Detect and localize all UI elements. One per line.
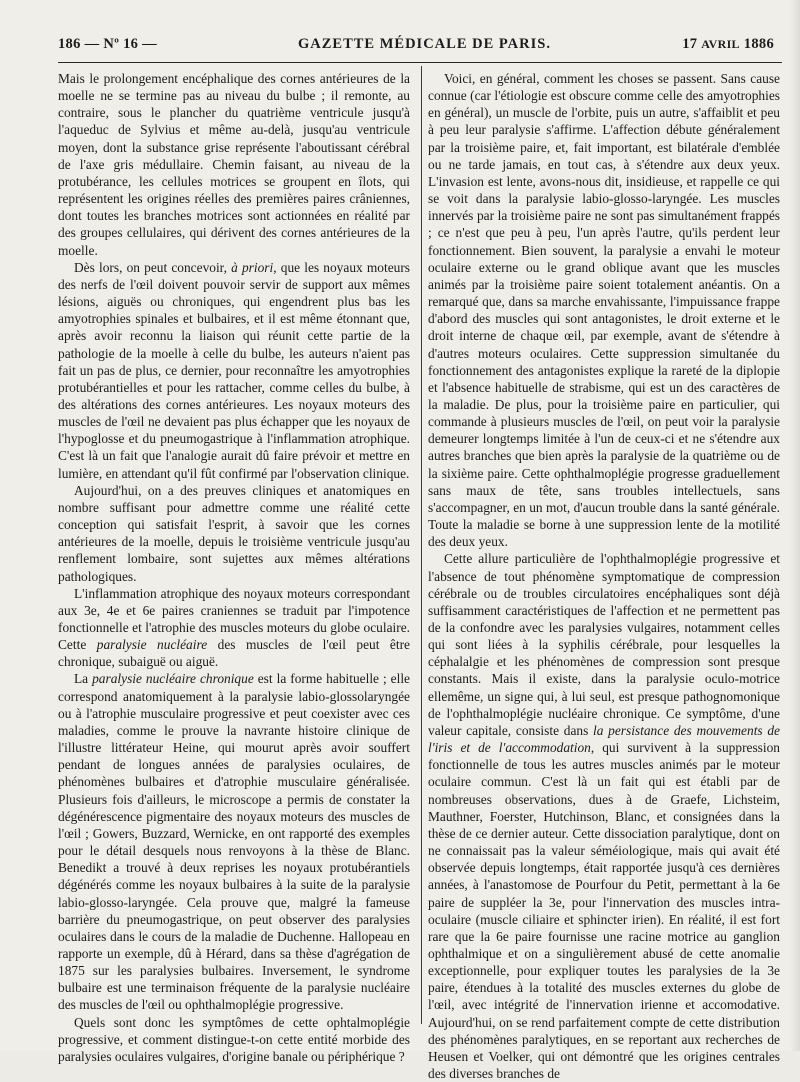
page-header <box>58 36 780 58</box>
column-divider <box>421 66 422 1024</box>
paragraph: Aujourd'hui, on a des preuves cliniques et anatomiques en nombre suffisant pour admettre comme une réalité cette conception qui satisfait l'esprit, à savoir que les cornes antérieures de la moelle, depuis le troisième ventricule jusqu'au renflement lombaire, sont sujettes aux mêmes altérations pathologiques. <box>58 482 410 584</box>
date-day: 17 <box>682 36 698 52</box>
paragraph <box>58 585 410 671</box>
paragraph: Mais le prolongement encéphalique des cornes antérieures de la moelle ne se termine pas au niveau du bulbe ; il remonte, au contraire, sous le plancher du quatrième ventricule jusqu'à l'aqueduc de Sylvius et même au-delà, jusqu'au ventricule moyen, dont la substance grise représente l'aboutissant cérébral de l'axe gris médullaire. Chemin faisant, au niveau de la protubérance, les cellules motrices se groupent en îlots, qui représentent les origines réelles des premières paires crâniennes, dont toutes les branches motrices sont actionnées en réalité par des groupes cellulaires, qui dérivent des cornes antérieures de la moelle. <box>58 71 410 258</box>
italic-span: à priori <box>231 259 274 275</box>
paragraph <box>58 670 410 1013</box>
text-span: Dès lors, on peut concevoir, <box>74 259 232 275</box>
text-span: , qui survivent à la suppression fonctionnelle de tous les autres muscles animés par le moteur oculaire commun. C'est là un fait qui est établi par de nombreuses observations, dues à de Graefe, Lichsteim, Mauthner, Foerster, Hutchinson, Blanc, et consignées dans la thèse de ce dernier auteur. Cette dissociation paralytique, dont on ne connaissait pas la valeur séméiologique, mais qui avait été observée depuis longtemps, était rapportée jusqu'à ces dernières années, à l'anastomose de Pourfour du Petit, permettant à la 6e paire de suppléer la 3e, pour l'innervation des muscles intra-oculaire (muscle ciliaire et sphincter irien). En réalité, il est fort rare que la 6e paire fournisse une racine motrice au ganglion ophthalmique et on a singulièrement abusé de cette anomalie exceptionnelle, pour expliquer toutes les paralysies de la 3e paire, étendues à la totalité des muscles externes du globe de l'œil, avec intégrité de l'innervation irienne et accomodative. Aujourd'hui, on se rend parfaitement compte de cette distribution des phénomènes paralytiques, en se reportant aux recherches de Heusen et Voelker, qui ont démontré que les origines centrales des diverses branches de <box>428 740 780 1082</box>
text-span: des muscles de l'œil peut être chronique, subaiguë ou aiguë. <box>58 637 410 670</box>
left-column <box>58 70 410 1065</box>
header-date <box>682 36 774 53</box>
paragraph <box>428 550 780 1082</box>
text-span: La <box>74 671 93 687</box>
date-month: AVRIL <box>701 37 740 51</box>
italic-span: paralysie nucléaire chronique <box>92 671 254 687</box>
paragraph: Quels sont donc les symptômes de cette ophtalmoplégie progressive, et comment distingue-t-on cette entité morbide des paralysies oculaires vulgaires, d'origine banale ou périphérique ? <box>58 1014 410 1064</box>
paragraph: Voici, en général, comment les choses se passent. Sans cause connue (car l'étiologie est obscure comme celle des amyotrophies en général), un muscle de l'orbite, puis un autre, s'affaiblit et peu à peu leur paralysie s'affirme. L'affection débute généralement par la troisième paire, et, fait important, est bilatérale d'emblée ou ne tarde jamais, en tout cas, à s'étendre aux deux yeux. L'invasion est lente, avons-nous dit, insidieuse, et rappelle ce qui se voit dans la paralysie labio-glosso-laryngée. Les muscles innervés par la troisième paire ne sont pas simultanément frappés ; ce n'est que peu à peu, l'un après l'autre, qu'ils perdent leur fonctionnement. Bien souvent, la paralysie a envahi le moteur oculaire externe ou le grand oblique avant que les muscles animés par la troisième paire soient totalement anéantis. On a remarqué que, dans sa marche envahissante, l'impuissance frappe d'abord des muscles qui sont antagonistes, le droit externe et le droit interne de chaque œil, par exemple, avant de s'étendre à d'autres moteurs oculaires. Cette suppression simultanée du fonctionnement des antagonistes explique la rareté de la diplopie et l'absence habituelle de strabisme, qui est un des caractères de la maladie. De plus, pour la troisième paire en particulier, qui commande à plusieurs muscles de l'œil, on peut voir la paralysie demeurer longtemps limitée à l'un de ceux-ci et ne s'étendre aux autres branches que bien après la paralysie de la quatrième ou de la sixième paire. Cette ophthalmoplégie progresse graduellement sans maux de tête, sans troubles intellectuels, sans s'accompagner, en un mot, d'aucun trouble dans la santé générale. Toute la maladie se borne à une suppression lente de la motilité des deux yeux. <box>428 71 780 550</box>
page-number: 186 <box>58 36 81 52</box>
issue-number: — Nº 16 — <box>84 36 157 52</box>
italic-span: la persistance des mouvements de l'iris et de l'accommodation <box>428 722 780 756</box>
right-column <box>428 70 780 1082</box>
text-span: Cette allure particulière de l'ophthalmoplégie progressive et l'absence de tout phénomène symptomatique de compression cérébrale ou de troubles circulatoires encéphaliques sont déjà suffisamment caractéristiques de l'affection et ne permettent pas de la confondre avec les paralysies vulgaires, notamment celles qui sont liées à la syphilis cérébrale, pour lesquelles la céphalalgie et les phénomènes de compression sont presque constants. Mais il existe, dans la paralysie oculo-motrice ellemême, un signe qui, à lui seul, est presque pathognomonique de l'ophthalmoplégie nucléaire chronique. Ce symptôme, d'une valeur capitale, consiste dans <box>428 551 780 738</box>
journal-title: GAZETTE MÉDICALE DE PARIS. <box>298 36 551 52</box>
scan-shadow <box>790 0 800 1051</box>
header-rule <box>58 62 782 63</box>
header-left <box>58 36 157 53</box>
date-year: 1886 <box>743 36 774 52</box>
text-span: , que les noyaux moteurs des nerfs de l'œil doivent pouvoir servir de support aux mêmes lésions, aiguës ou chroniques, qui engendrent plus bas les amyotrophies spinales et bulbaires, et il est même étonnant que, après avoir reconnu la liaison qui réunit cette partie de la pathologie de la moelle à celle du bulbe, les auteurs n'aient pas fait un pas de plus, ce dernier, pour reconnaître les amyotrophies protubérantielles et pour les rattacher, comme celles du bulbe, à des altérations des cornes antérieures. Les noyaux moteurs des muscles de l'œil ne devaient pas plus échapper que les noyaux de l'hypoglosse et du pneumogastrique à l'inflammation atrophique. C'est là un fait que l'analogie aurait dû faire prévoir et mettre en lumière, en attendant qu'il fût confirmé par l'observation clinique. <box>58 259 411 481</box>
paragraph <box>58 259 410 482</box>
text-span: L'inflammation atrophique des noyaux moteurs correspondant aux 3e, 4e et 6e paires craniennes se traduit par l'impotence fonctionnelle et l'atrophie des muscles moteurs du globe oculaire. Cette <box>58 585 410 653</box>
text-span: est la forme habituelle ; elle correspond anatomiquement à la paralysie labio-glossolaryngée ou à l'atrophie musculaire progressive et peut coexister avec ces maladies, comme le prouve la navrante histoire clinique de l'illustre littérateur Heine, qui mourut après avoir souffert pendant de longues années de paralysies oculaires, de phénomènes bulbaires et d'atrophie musculaire généralisée. Plusieurs fois d'ailleurs, le microscope a permis de constater la dégénérescence pigmentaire des noyaux moteurs des muscles de l'œil ; Gowers, Buzzard, Wernicke, en ont rapporté des exemples pour le détail desquels nous renvoyons à la thèse de Blanc. Benedikt a trouvé à deux reprises les noyaux protubérantiels dégénérés comme les noyaux bulbaires à la suite de la paralysie labio-glosso-laryngée. Cela prouve que, malgré la fameuse barrière du pneumogastrique, on peut observer des paralysies oculaires dans le cours de la maladie de Duchenne. Hallopeau en rapporte un exemple, dû à Hérard, dans sa thèse d'agrégation de 1875 sur les paralysies bulbaires. Inversement, le syndrome bulbaire est une terminaison fréquente de la paralysie nucléaire des muscles de l'œil ou ophthalmoplégie progressive. <box>58 671 410 1013</box>
italic-span: paralysie nucléaire <box>96 637 208 653</box>
